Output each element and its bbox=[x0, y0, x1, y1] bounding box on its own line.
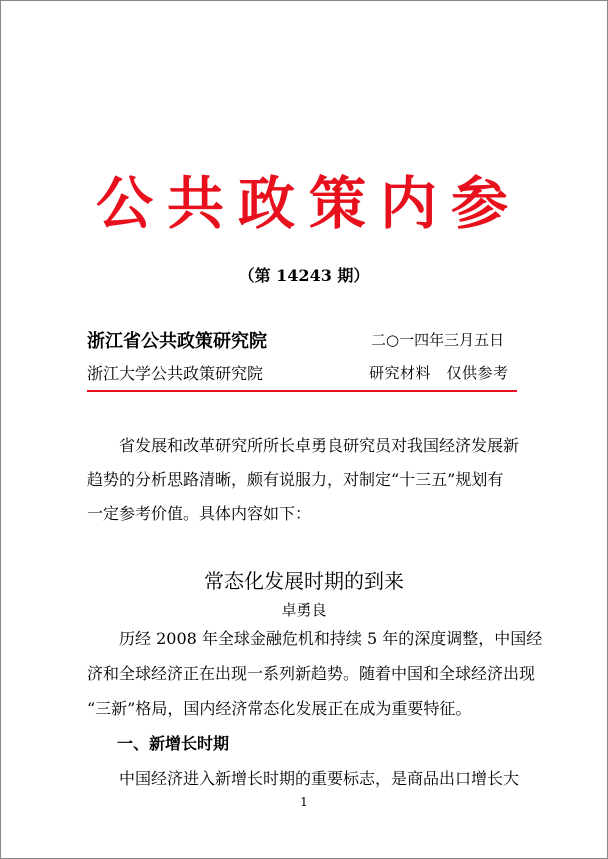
article-body bbox=[87, 621, 547, 796]
body-line: 济和全球经济正在出现一系列新趋势。随着中国和全球经济出现 bbox=[87, 664, 536, 683]
body-line: 中国经济进入新增长时期的重要标志，是商品出口增长大 bbox=[87, 769, 520, 788]
article-title: 常态化发展时期的到来 bbox=[204, 569, 404, 593]
body-line: 历经 2008 年全球金融危机和持续 5 年的深度调整，中国经 bbox=[87, 629, 543, 648]
masthead-title: 公共政策内参 bbox=[96, 171, 522, 237]
section-heading: 一、新增长时期 bbox=[117, 734, 230, 753]
issue-number: （第 14243 期） bbox=[238, 266, 370, 285]
page-number: 1 bbox=[300, 795, 308, 809]
intro-line: 趋势的分析思路清晰，颇有说服力，对制定“十三五”规划有 bbox=[87, 470, 504, 489]
publisher-secondary: 浙江大学公共政策研究院 bbox=[87, 364, 264, 383]
body-line: “三新”格局，国内经济常态化发展正在成为重要特征。 bbox=[87, 699, 472, 718]
editor-introduction bbox=[87, 429, 537, 531]
article-author: 卓勇良 bbox=[281, 601, 327, 619]
header-divider bbox=[87, 390, 517, 392]
publisher-primary: 浙江省公共政策研究院 bbox=[87, 331, 267, 352]
intro-line: 省发展和改革研究所所长卓勇良研究员对我国经济发展新 bbox=[87, 436, 520, 455]
circulation-note: 研究材料 仅供参考 bbox=[369, 364, 509, 382]
intro-line: 一定参考价值。具体内容如下： bbox=[87, 504, 312, 523]
publish-date: 二○一四年三月五日 bbox=[371, 331, 505, 349]
